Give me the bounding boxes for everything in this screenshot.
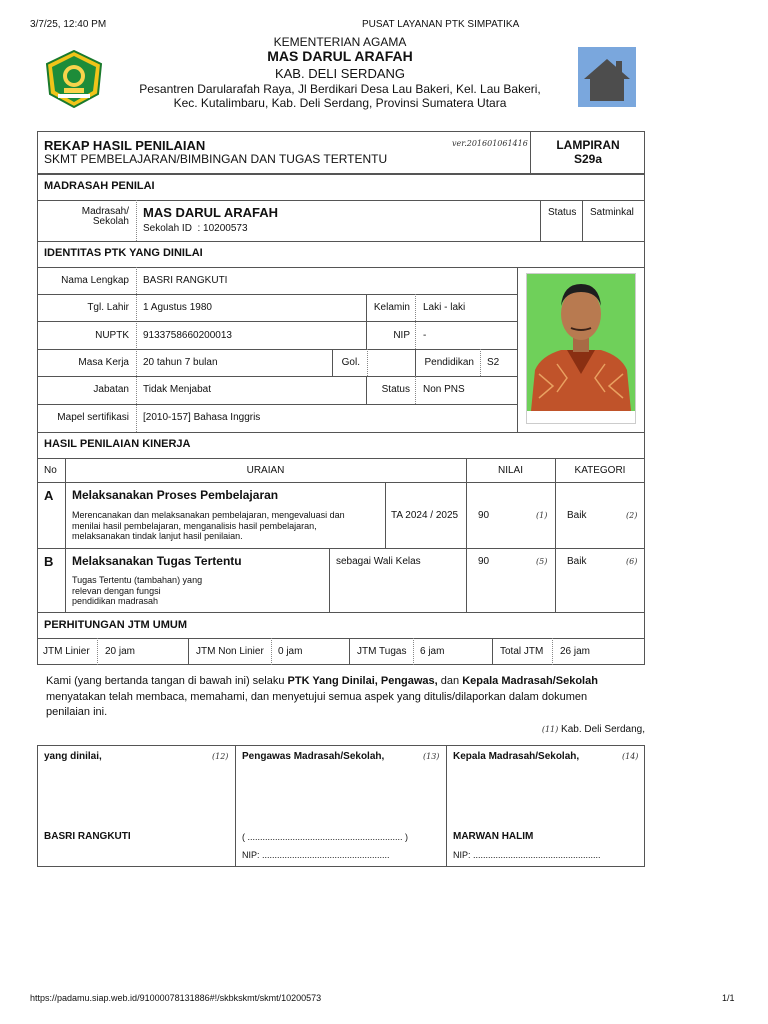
sig-2-ref: (13) <box>423 752 440 761</box>
masa-kerja-label: Masa Kerja <box>78 357 129 368</box>
jtm-tugas-label: JTM Tugas <box>357 646 407 657</box>
jtm-section-title: PERHITUNGAN JTM UMUM <box>44 619 187 631</box>
madrasah-id: Sekolah ID : 10200573 <box>143 223 248 234</box>
sig-2-title: Pengawas Madrasah/Sekolah, <box>242 751 385 762</box>
footer-url: https://padamu.siap.web.id/91000078131886#!/skbkskmt/skmt/10200573 <box>30 993 322 1003</box>
row-b-kategori-ref: (6) <box>626 557 638 566</box>
statement-text: Kami (yang bertanda tangan di bawah ini) selaku PTK Yang Dinilai, Pengawas, dan Kepala Madrasah/Sekolah menyatakan telah membaca, memahami, dan menyetujui semua aspek yang ditulis/dilaporkan dalam dokumen penilaian ini. <box>46 675 598 718</box>
row-b-title: Melaksanakan Tugas Tertentu <box>72 554 242 568</box>
madrasah-section-title: MADRASAH PENILAI <box>44 180 155 192</box>
jtm-linier-value: 20 jam <box>105 646 136 657</box>
row-b-nilai: 90 <box>478 556 490 567</box>
sig-3-ref: (14) <box>622 752 639 761</box>
pendidikan-value: S2 <box>487 357 500 368</box>
doc-subtitle: SKMT PEMBELAJARAN/BIMBINGAN DAN TUGAS TERTENTU <box>44 152 388 166</box>
masa-kerja-value: 20 tahun 7 bulan <box>143 357 218 368</box>
mapel-value: [2010-157] Bahasa Inggris <box>143 412 261 423</box>
col-nilai: NILAI <box>497 465 523 476</box>
ministry-name: KEMENTERIAN AGAMA <box>273 35 407 49</box>
col-kategori: KATEGORI <box>574 465 626 476</box>
print-title: PUSAT LAYANAN PTK SIMPATIKA <box>362 19 520 30</box>
sig-2-nip: NIP: ................................................... <box>242 850 390 860</box>
statement-place: (11) Kab. Deli Serdang, <box>541 724 645 735</box>
signature-table <box>37 745 645 867</box>
identity-section-title: IDENTITAS PTK YANG DINILAI <box>44 247 203 259</box>
house-placeholder-icon <box>578 47 636 107</box>
doc-version: ver.201601061416 <box>452 139 528 148</box>
jtm-tugas-value: 6 jam <box>420 646 445 657</box>
jtm-nonlinier-label: JTM Non Linier <box>196 646 264 657</box>
footer-page-number: 1/1 <box>722 993 735 1003</box>
print-date: 3/7/25, 12:40 PM <box>30 19 107 30</box>
row-b-no: B <box>44 554 54 569</box>
sig-1-name: BASRI RANGKUTI <box>44 831 131 842</box>
jabatan-value: Tidak Menjabat <box>143 384 211 395</box>
address-line-2: Kec. Kutalimbaru, Kab. Deli Serdang, Provinsi Sumatera Utara <box>173 96 507 110</box>
row-a-nilai: 90 <box>478 510 490 521</box>
row-a-title: Melaksanakan Proses Pembelajaran <box>72 488 279 502</box>
nama-label: Nama Lengkap <box>61 275 129 286</box>
lampiran-label: LAMPIRAN <box>556 138 620 152</box>
row-a-desc: Merencanakan dan melaksanakan pembelajaran, mengevaluasi dan menilai hasil pembelajaran, menganalisis hasil pembelajaran, melaksanakan tindak lanjut hasil penilaian. <box>72 510 345 541</box>
tgl-lahir-label: Tgl. Lahir <box>87 302 129 313</box>
row-b-extra: sebagai Wali Kelas <box>336 556 421 567</box>
kelamin-label: Kelamin <box>373 302 410 313</box>
row-a-kategori-ref: (2) <box>626 511 638 520</box>
madrasah-label: Madrasah/ Sekolah <box>81 206 129 227</box>
row-a-kategori: Baik <box>567 510 587 521</box>
status-label: Status <box>381 384 410 395</box>
sig-3-nip: NIP: ................................................... <box>453 850 601 860</box>
col-uraian: URAIAN <box>246 465 285 476</box>
row-b-nilai-ref: (5) <box>536 557 548 566</box>
pendidikan-label: Pendidikan <box>424 357 474 368</box>
sig-3-title: Kepala Madrasah/Sekolah, <box>453 751 580 762</box>
sig-1-title: yang dinilai, <box>44 751 102 762</box>
madrasah-status-value: Satminkal <box>590 207 634 218</box>
sig-3-name: MARWAN HALIM <box>453 831 534 842</box>
kinerja-section-title: HASIL PENILAIAN KINERJA <box>44 438 191 450</box>
madrasah-name: MAS DARUL ARAFAH <box>143 205 279 220</box>
row-b-kategori: Baik <box>567 556 587 567</box>
nip-label: NIP <box>393 330 410 341</box>
school-name: MAS DARUL ARAFAH <box>267 48 413 64</box>
jabatan-label: Jabatan <box>93 384 129 395</box>
jtm-total-value: 26 jam <box>560 646 591 657</box>
row-b-desc: Tugas Tertentu (tambahan) yang relevan dengan fungsi pendidikan madrasah <box>72 575 203 606</box>
nip-value: - <box>423 330 427 341</box>
row-a-nilai-ref: (1) <box>536 511 548 520</box>
col-no: No <box>44 465 57 476</box>
nuptk-label: NUPTK <box>95 330 129 341</box>
address-line-1: Pesantren Darularafah Raya, Jl Berdikari Desa Lau Bakeri, Kel. Lau Bakeri, <box>139 82 541 96</box>
madrasah-status-label: Status <box>548 207 577 218</box>
jtm-linier-label: JTM Linier <box>43 646 90 657</box>
gol-label: Gol. <box>341 357 360 368</box>
lampiran-code: S29a <box>573 152 603 166</box>
jtm-total-label: Total JTM <box>500 646 544 657</box>
kelamin-value: Laki - laki <box>423 302 466 313</box>
row-a-extra: TA 2024 / 2025 <box>391 510 459 521</box>
teacher-photo <box>526 273 636 424</box>
doc-title: REKAP HASIL PENILAIAN <box>44 138 206 153</box>
row-a-no: A <box>44 488 54 503</box>
tgl-lahir-value: 1 Agustus 1980 <box>143 302 212 313</box>
sig-1-ref: (12) <box>212 752 229 761</box>
nuptk-value: 9133758660200013 <box>143 330 232 341</box>
regency-name: KAB. DELI SERDANG <box>274 66 406 81</box>
status-value: Non PNS <box>423 384 465 395</box>
nama-value: BASRI RANGKUTI <box>143 275 228 286</box>
sig-2-name: ( .............................................................. ) <box>242 832 409 842</box>
jtm-nonlinier-value: 0 jam <box>278 646 303 657</box>
mapel-label: Mapel sertifikasi <box>57 412 129 423</box>
